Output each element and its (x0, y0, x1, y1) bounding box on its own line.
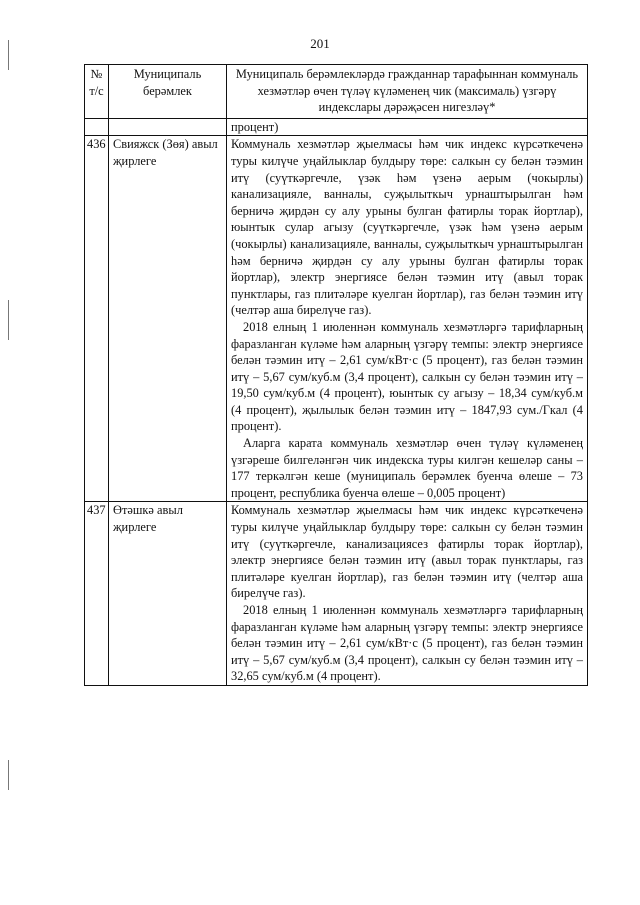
row-number: 437 (85, 502, 109, 686)
continuation-row (85, 118, 588, 136)
tariff-index-table (84, 64, 588, 686)
header-number: № т/с (85, 65, 109, 119)
continuation-text: процент) (227, 118, 588, 136)
table-row (85, 136, 588, 502)
paragraph: Аларга карата коммуналь хезмәтләр өчен түләү күләменең үзгәреше билгеләнгән чик индекска туры килгән кешеләр саны – 177 теркәлгән кеше (муниципаль берәмлек буенча өлеше – 73 процент, республика буенча өлеше – 0,005 процент) (231, 436, 583, 500)
row-justification (227, 136, 588, 502)
continuation-num-cell (85, 118, 109, 136)
row-justification (227, 502, 588, 686)
row-municipality: Өтәшкә авыл җирлеге (109, 502, 227, 686)
header-index-justification: Муниципаль берәмлекләрдә гражданнар тарафыннан коммуналь хезмәтләр өчен түләү күләменең чик (максималь) үзгәрү индекслары дәрәҗәсен нигезләү* (227, 65, 588, 119)
paragraph: 2018 елның 1 июленнән коммуналь хезмәтләргә тарифларның фаразланган күләме һәм аларның үзгәрү темпы: электр энергиясе белән тәэмин итү – 2,61 сум/кВт·с (5 процент), газ белән тәэмин итү – 5,67 сум/куб.м (3,4 процент), салкын су белән тәэмин итү – 32,65 сум/куб.м (4 процент). (231, 603, 583, 684)
scan-edge-mark (8, 300, 9, 340)
table-row (85, 502, 588, 686)
row-municipality: Свияжск (Зөя) авыл җирлеге (109, 136, 227, 502)
paragraph: 2018 елның 1 июленнән коммуналь хезмәтләргә тарифларның фаразланган күләме һәм аларның үзгәрү темпы: электр энергиясе белән тәэмин итү – 2,61 сум/кВт·с (5 процент), газ белән тәэмин итү – 5,67 сум/куб.м (3,4 процент), салкын су белән тәэмин итү – 19,50 сум/куб.м (4 процент), юынтык су агызу – 18,34 сум/куб.м (4 процент), җылылык белән тәэмин итү – 1847,93 сум./Гкал (4 процент). (231, 319, 583, 434)
table-header-row (85, 65, 588, 119)
scan-edge-mark (8, 760, 9, 790)
row-number: 436 (85, 136, 109, 502)
paragraph: Коммуналь хезмәтләр җыелмасы һәм чик индекс күрсәткеченә туры килүче уңайлыклар булдыру төре: салкын су белән тәэмин итү (суүткәргечле, канализациясез фатирлы торак йортлар), электр энергиясе белән тәэмин итү (авыл торак пунктлары, газ плитәләре куелган йортлар), газ белән тәэмин итү (челтәр аша бирелүче газ). (231, 503, 583, 601)
paragraph: Коммуналь хезмәтләр җыелмасы һәм чик индекс күрсәткеченә туры килүче уңайлыклар булдыру төре: салкын су белән тәэмин итү (суүткәргечле, үзәк һәм үзенә аерым (чокырлы) канализацияле, ванналы, суҗылыткыч урнаштырылган һәм берничә җирдән су алу урыны булган фатирлы торак йортлар), юынтык сулар агызу (суүткәргечле, үзәк һәм үзенә аерым (чокырлы) канализацияле, ванналы, суҗылыткыч урнаштырылган һәм берничә җирдән су алу урыны булган фатирлы торак йортлар), электр энергиясе белән тәэмин итү (авыл торак пунктлары, газ плитәләре куелган йортлар), газ белән тәэмин итү (челтәр аша бирелүче газ). (231, 137, 583, 318)
header-municipality: Муниципаль берәмлек (109, 65, 227, 119)
page-number: 201 (310, 36, 330, 51)
continuation-name-cell (109, 118, 227, 136)
